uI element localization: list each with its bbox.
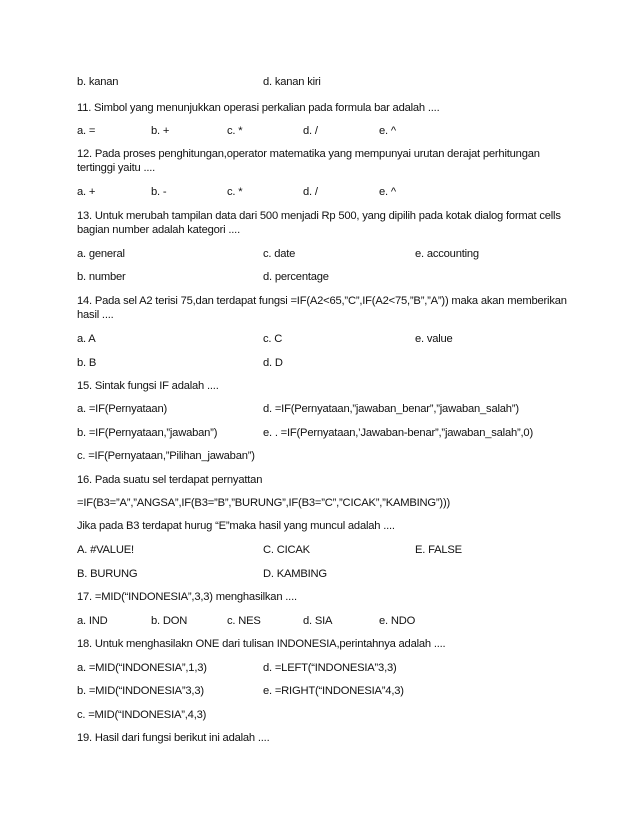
answer-option: B. BURUNG (77, 568, 138, 580)
answer-option: e. =RIGHT(“INDONESIA”4,3) (263, 685, 404, 697)
answer-options-row (77, 247, 577, 261)
answer-options-row (77, 270, 577, 284)
answer-options-row (77, 543, 577, 557)
answer-option: b. =IF(Pernyataan,”jawaban”) (77, 427, 218, 439)
answer-option: a. = (77, 125, 96, 137)
answer-options-row (77, 332, 577, 346)
answer-option: b. + (151, 125, 170, 137)
answer-option: d. percentage (263, 271, 329, 283)
answer-option: e. ^ (379, 125, 396, 137)
answer-option: e. value (415, 333, 453, 345)
text-line: 18. Untuk menghasilakn ONE dari tulisan INDONESIA,perintahnya adalah .... (77, 638, 446, 650)
answer-options-row (77, 684, 577, 698)
answer-option: a. + (77, 186, 96, 198)
text-line: 17. =MID(“INDONESIA”,3,3) menghasilkan .... (77, 591, 297, 603)
answer-option: c. NES (227, 615, 261, 627)
answer-options-row (77, 185, 577, 199)
answer-options-row (77, 75, 577, 89)
answer-option: a. =IF(Pernyataan) (77, 403, 167, 415)
answer-option: a. general (77, 248, 125, 260)
answer-options-row (77, 614, 577, 628)
answer-option: d. kanan kiri (263, 76, 321, 88)
answer-option: d. SIA (303, 615, 333, 627)
text-line: 15. Sintak fungsi IF adalah .... (77, 380, 219, 392)
answer-option: a. A (77, 333, 96, 345)
answer-option: c. * (227, 186, 243, 198)
answer-option: A. #VALUE! (77, 544, 134, 556)
answer-option: e. . =IF(Pernyataan,’Jawaban-benar”,”jawaban_salah”,0) (263, 427, 533, 439)
answer-options-row (77, 356, 577, 370)
answer-option: d. =IF(Pernyataan,”jawaban_benar”,”jawaban_salah”) (263, 403, 519, 415)
answer-option: b. number (77, 271, 126, 283)
text-line: =IF(B3=”A”,”ANGSA”,IF(B3=”B”,”BURUNG”,IF(B3=”C”,”CICAK”,”KAMBING”))) (77, 497, 451, 509)
answer-option: e. ^ (379, 186, 396, 198)
answer-option: E. FALSE (415, 544, 462, 556)
text-line: 16. Pada suatu sel terdapat pernyattan (77, 474, 263, 486)
text-line: c. =IF(Pernyataan,”Pilihan_jawaban”) (77, 450, 255, 462)
answer-option: a. =MID(“INDONESIA”,1,3) (77, 662, 207, 674)
answer-option: b. =MID(“INDONESIA”3,3) (77, 685, 204, 697)
question-text: 13. Untuk merubah tampilan data dari 500 menjadi Rp 500, yang dipilih pada kotak dialog format cells bagian number adalah kategori .... (77, 210, 561, 236)
text-line: Jika pada B3 terdapat hurug “E”maka hasil yang muncul adalah .... (77, 520, 395, 532)
answer-option: d. =LEFT(“INDONESIA”3,3) (263, 662, 397, 674)
answer-option: c. C (263, 333, 283, 345)
answer-options-row (77, 661, 577, 675)
answer-options-row (77, 567, 577, 581)
question-text: 14. Pada sel A2 terisi 75,dan terdapat fungsi =IF(A2<65,”C”,IF(A2<75,”B”,”A”)) maka akan memberikan hasil .... (77, 295, 567, 321)
answer-option: D. KAMBING (263, 568, 327, 580)
answer-options-row (77, 402, 577, 416)
answer-option: d. / (303, 125, 318, 137)
answer-option: d. D (263, 357, 283, 369)
answer-option: b. kanan (77, 76, 119, 88)
answer-option: b. DON (151, 615, 188, 627)
text-line: 11. Simbol yang menunjukkan operasi perkalian pada formula bar adalah .... (77, 102, 440, 114)
text-line: c. =MID(“INDONESIA”,4,3) (77, 709, 207, 721)
question-text: 12. Pada proses penghitungan,operator matematika yang mempunyai urutan derajat perhitungan tertinggi yaitu .... (77, 148, 540, 174)
answer-option: c. date (263, 248, 296, 260)
answer-option: d. / (303, 186, 318, 198)
answer-option: b. - (151, 186, 167, 198)
answer-option: c. * (227, 125, 243, 137)
answer-option: a. IND (77, 615, 108, 627)
answer-option: C. CICAK (263, 544, 310, 556)
answer-options-row (77, 426, 577, 440)
answer-option: e. NDO (379, 615, 416, 627)
answer-option: b. B (77, 357, 97, 369)
text-line: 19. Hasil dari fungsi berikut ini adalah .... (77, 732, 270, 744)
answer-option: e. accounting (415, 248, 479, 260)
answer-options-row (77, 124, 577, 138)
